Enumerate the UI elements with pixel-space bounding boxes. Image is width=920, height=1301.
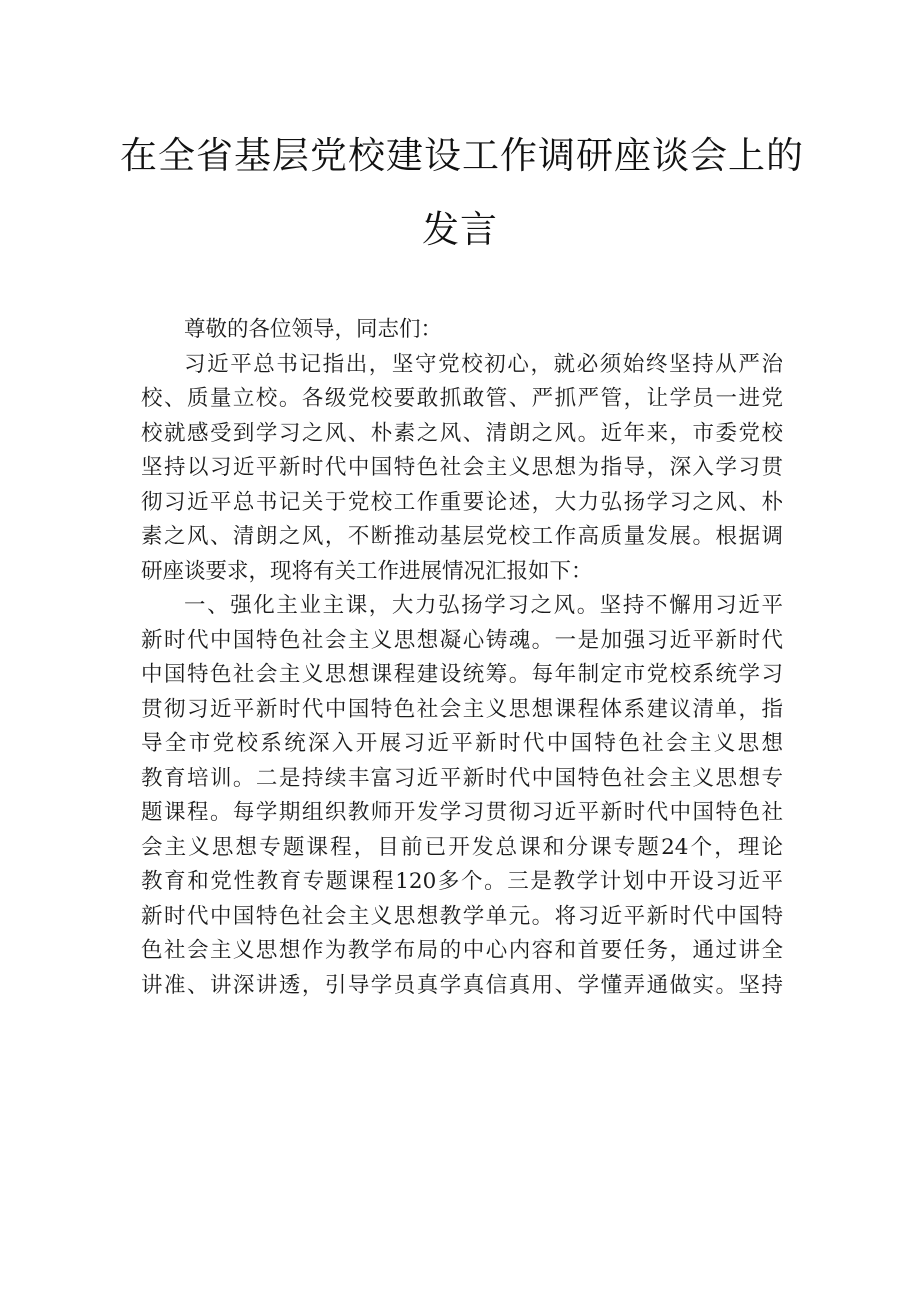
document-title-line-1: 在全省基层党校建设工作调研座谈会上的	[120, 134, 804, 177]
paragraph-line: 教育和党性教育专题课程120多个。三是教学计划中开设习近平	[141, 869, 783, 894]
paragraph-line: 研座谈要求，现将有关工作进展情况汇报如下：	[141, 558, 593, 584]
paragraph-line: 题课程。每学期组织教师开发学习贯彻习近平新时代中国特色社	[141, 800, 783, 825]
paragraph-line: 讲准、讲深讲透，引导学员真学真信真用、学懂弄通做实。坚持	[141, 972, 783, 998]
paragraph-line: 导全市党校系统深入开展习近平新时代中国特色社会主义思想	[141, 731, 783, 756]
paragraph-line: 一、强化主业主课，大力弘扬学习之风。坚持不懈用习近平	[184, 593, 783, 618]
paragraph-line: 新时代中国特色社会主义思想教学单元。将习近平新时代中国特	[141, 903, 783, 929]
paragraph-line: 素之风、清朗之风，不断推动基层党校工作高质量发展。根据调	[141, 524, 783, 549]
document-body	[141, 313, 783, 1003]
paragraph-line: 彻习近平总书记关于党校工作重要论述，大力弘扬学习之风、朴	[141, 489, 783, 515]
paragraph-line: 校、质量立校。各级党校要敢抓敢管、严抓严管，让学员一进党	[141, 386, 783, 411]
paragraph-line: 贯彻习近平新时代中国特色社会主义思想课程体系建议清单，指	[141, 696, 783, 722]
paragraph-line: 坚持以习近平新时代中国特色社会主义思想为指导，深入学习贯	[141, 455, 783, 480]
paragraph-line: 教育培训。二是持续丰富习近平新时代中国特色社会主义思想专	[141, 765, 783, 791]
paragraph-line: 色社会主义思想作为教学布局的中心内容和首要任务，通过讲全	[141, 938, 783, 963]
paragraph-line: 新时代中国特色社会主义思想凝心铸魂。一是加强习近平新时代	[141, 627, 783, 653]
paragraph-line: 会主义思想专题课程，目前已开发总课和分课专题24个，理论	[141, 834, 783, 860]
paragraph-line: 中国特色社会主义思想课程建设统筹。每年制定市党校系统学习	[141, 662, 783, 687]
document-title-line-2: 发言	[422, 208, 498, 251]
salutation: 尊敬的各位领导，同志们：	[184, 317, 443, 342]
paragraph-line: 习近平总书记指出，坚守党校初心，就必须始终坚持从严治	[184, 351, 783, 377]
paragraph-line: 校就感受到学习之风、朴素之风、清朗之风。近年来，市委党校	[141, 420, 783, 446]
